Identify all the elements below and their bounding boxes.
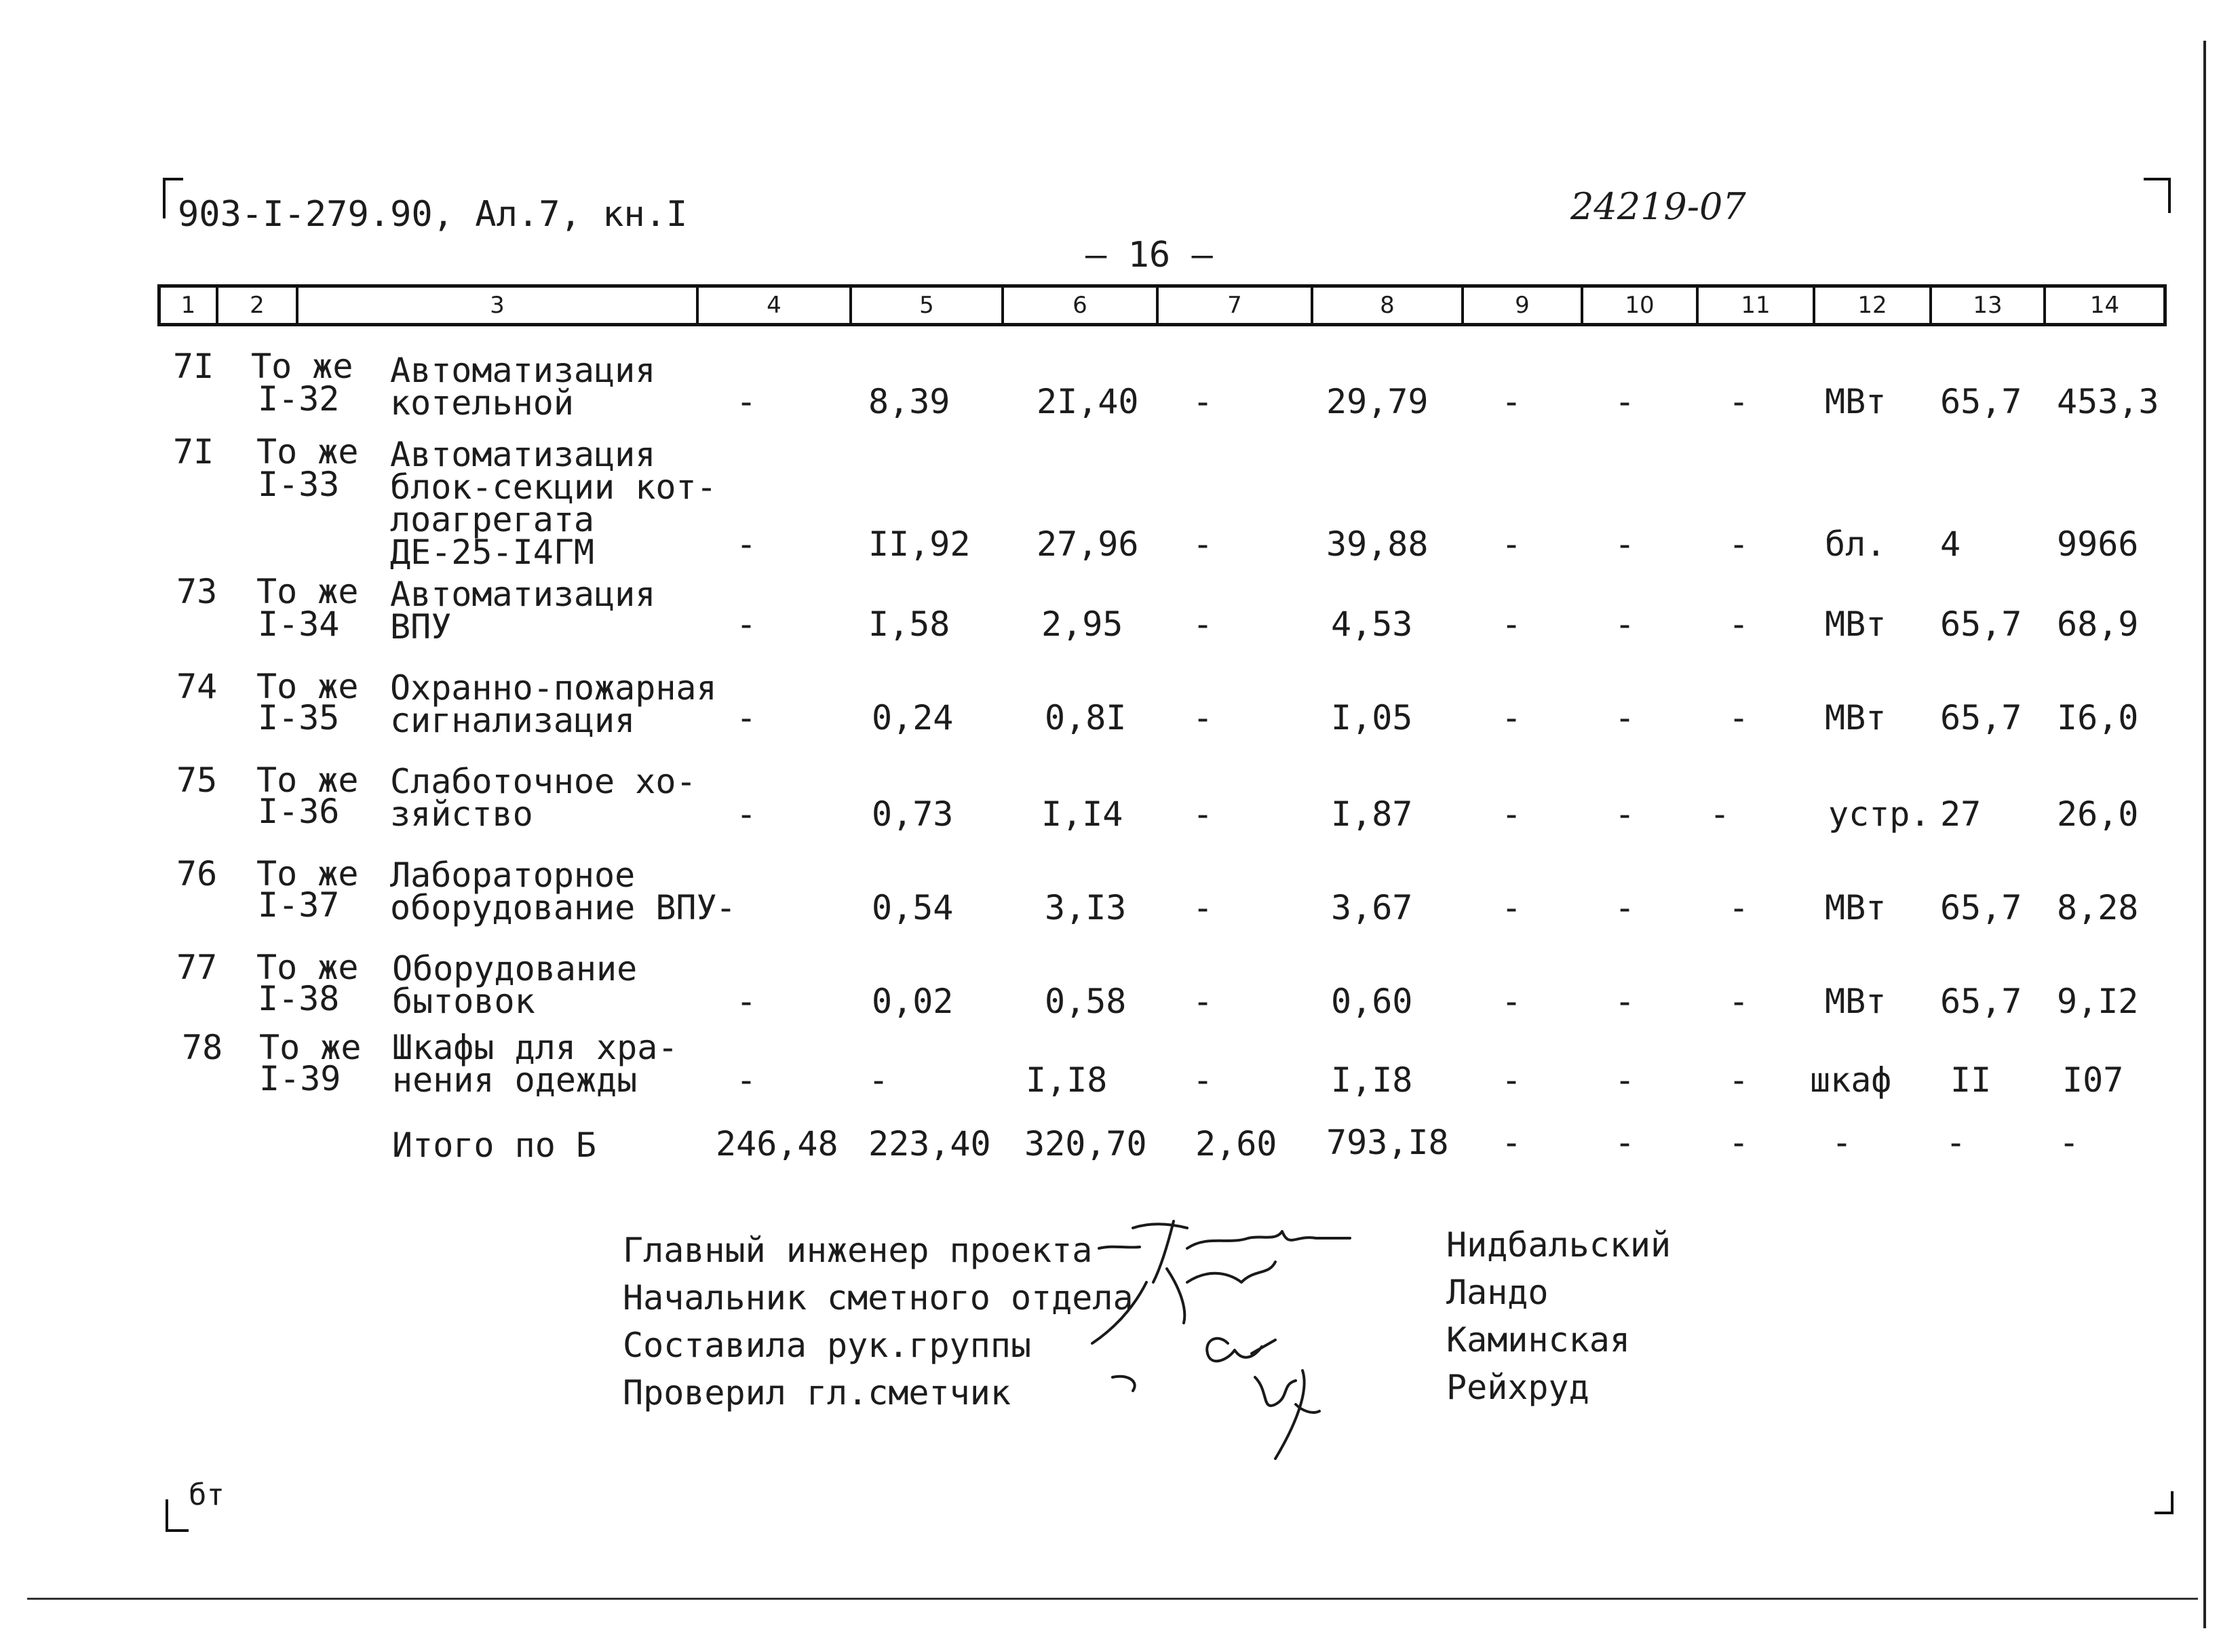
row-reference-code: I-35: [258, 698, 340, 737]
cell-col8: 29,79: [1326, 382, 1429, 421]
total-col9: -: [1501, 1123, 1522, 1162]
cell-col7: -: [1193, 524, 1214, 564]
cell-col8: 0,60: [1331, 982, 1413, 1021]
row-description: Автоматизация котельной: [390, 351, 656, 423]
row-reference-label: То же: [256, 432, 359, 472]
corner-mark-bottom-left: [166, 1499, 189, 1532]
cell-col10: -: [1615, 524, 1636, 564]
page-number: — 16 —: [1085, 235, 1213, 275]
document-code: 903-I-279.90, Ал.7, кн.I: [178, 194, 688, 235]
cell-quantity: 27: [1940, 794, 1982, 834]
cell-col11: -: [1729, 1060, 1750, 1100]
handwritten-signatures: [1072, 1208, 1438, 1465]
cell-col6: 2,95: [1041, 604, 1123, 644]
column-header: 1: [161, 288, 218, 323]
row-reference-code: I-38: [258, 979, 340, 1018]
cell-quantity: 65,7: [1940, 604, 2022, 644]
cell-col10: -: [1615, 888, 1636, 927]
cell-total: 8,28: [2057, 888, 2139, 927]
row-description: Охранно-пожарная сигнализация: [390, 668, 717, 740]
cell-col11: -: [1729, 524, 1750, 564]
row-reference-label: То же: [256, 667, 359, 706]
cell-col7: -: [1193, 982, 1214, 1021]
cell-col5: 8,39: [868, 382, 950, 421]
cell-col6: 2I,40: [1037, 382, 1139, 421]
cell-quantity: 65,7: [1940, 888, 2022, 927]
row-number: 76: [176, 854, 218, 894]
column-header: 6: [1004, 288, 1159, 323]
cell-col7: -: [1193, 888, 1214, 927]
row-reference-label: То же: [251, 347, 353, 386]
row-description: Автоматизация блок-секции кот- лоагрегата ДЕ-25-I4ГМ: [390, 435, 717, 572]
cell-col8: 4,53: [1331, 604, 1413, 644]
row-number: 75: [176, 761, 218, 800]
cell-quantity: 65,7: [1940, 698, 2022, 737]
row-reference-code: I-37: [258, 885, 340, 925]
row-number: 78: [182, 1028, 223, 1067]
cell-total: I07: [2062, 1060, 2124, 1100]
cell-col11: -: [1729, 698, 1750, 737]
total-col5: 223,40: [868, 1124, 991, 1164]
cell-col6: 0,8I: [1045, 698, 1127, 737]
cell-col4: -: [736, 698, 757, 737]
row-number: 73: [176, 572, 218, 611]
row-reference-label: То же: [256, 948, 359, 987]
cell-col11: -: [1729, 982, 1750, 1021]
row-reference-label: То же: [256, 572, 359, 611]
cell-total: 453,3: [2057, 382, 2159, 421]
cell-col9: -: [1501, 888, 1522, 927]
cell-col4: -: [736, 982, 757, 1021]
row-reference-label: То же: [256, 761, 359, 800]
corner-mark-top-right: [2144, 178, 2171, 213]
signature-role: Начальник сметного отдела: [623, 1278, 1134, 1318]
row-description: Оборудование бытовок: [392, 949, 638, 1021]
row-reference-label: То же: [259, 1028, 362, 1067]
cell-col7: -: [1193, 1060, 1214, 1100]
cell-col4: -: [736, 1060, 757, 1100]
cell-total: I6,0: [2057, 698, 2139, 737]
column-header: 12: [1815, 288, 1932, 323]
cell-quantity: II: [1950, 1060, 1992, 1100]
cell-unit: МВт: [1825, 382, 1887, 421]
row-description: Автоматизация ВПУ: [390, 575, 656, 647]
total-col11: -: [1729, 1123, 1750, 1162]
cell-col8: 39,88: [1326, 524, 1429, 564]
row-number: 7I: [173, 432, 214, 472]
cell-col4: -: [736, 382, 757, 421]
cell-col11: -: [1729, 604, 1750, 644]
row-reference-code: I-32: [258, 379, 340, 419]
cell-unit: МВт: [1825, 698, 1887, 737]
cell-col5: II,92: [868, 524, 971, 564]
cell-total: 9966: [2057, 524, 2139, 564]
total-col14: -: [2059, 1123, 2080, 1162]
row-reference-code: I-39: [259, 1059, 341, 1098]
row-description: Шкафы для хра- нения одежды: [392, 1028, 678, 1100]
row-reference-label: То же: [256, 854, 359, 894]
row-number: 77: [176, 948, 218, 987]
total-col12: -: [1832, 1123, 1853, 1162]
cell-col5: -: [868, 1060, 889, 1100]
cell-unit: МВт: [1825, 982, 1887, 1021]
cell-col9: -: [1501, 698, 1522, 737]
cell-col5: 0,24: [872, 698, 954, 737]
cell-col5: 0,02: [872, 982, 954, 1021]
row-number: 74: [176, 667, 218, 706]
cell-col8: I,I8: [1331, 1060, 1413, 1100]
signature-role: Проверил гл.сметчик: [623, 1373, 1011, 1413]
cell-col7: -: [1193, 794, 1214, 834]
signature-role: Главный инженер проекта: [623, 1231, 1093, 1270]
page-edge-bottom: [27, 1598, 2198, 1600]
cell-col8: I,87: [1331, 794, 1413, 834]
cell-col7: -: [1193, 382, 1214, 421]
cell-unit: МВт: [1825, 888, 1887, 927]
cell-unit: МВт: [1825, 604, 1887, 644]
total-col13: -: [1946, 1123, 1967, 1162]
total-col7: 2,60: [1195, 1124, 1277, 1164]
column-header: 3: [298, 288, 699, 323]
row-reference-code: I-34: [258, 604, 340, 644]
cell-col10: -: [1615, 1060, 1636, 1100]
cell-col9: -: [1501, 1060, 1522, 1100]
cell-col10: -: [1615, 982, 1636, 1021]
cell-quantity: 4: [1940, 524, 1961, 564]
cell-col6: I,I4: [1041, 794, 1123, 834]
cell-col4: -: [736, 524, 757, 564]
cell-col5: 0,54: [872, 888, 954, 927]
cell-col9: -: [1501, 382, 1522, 421]
row-number: 7I: [173, 347, 214, 386]
cell-total: 26,0: [2057, 794, 2139, 834]
cell-col11: -: [1729, 888, 1750, 927]
cell-col11: -: [1729, 382, 1750, 421]
document-number: 24219-07: [1570, 185, 1746, 228]
cell-col10: -: [1615, 604, 1636, 644]
cell-col7: -: [1193, 604, 1214, 644]
cell-col9: -: [1501, 524, 1522, 564]
cell-total: 68,9: [2057, 604, 2139, 644]
cell-unit: шкаф: [1810, 1060, 1892, 1100]
column-header: 2: [218, 288, 298, 323]
row-description: Слаботочное хо- зяйство: [390, 762, 697, 834]
page-edge-right: [2203, 41, 2206, 1628]
total-col10: -: [1615, 1123, 1636, 1162]
signature-name: Ландо: [1446, 1273, 1549, 1312]
cell-col4: -: [736, 604, 757, 644]
cell-col6: 27,96: [1037, 524, 1139, 564]
cell-col6: I,I8: [1026, 1060, 1108, 1100]
cell-unit: устр.: [1828, 794, 1931, 834]
cell-col8: 3,67: [1331, 888, 1413, 927]
column-header: 11: [1699, 288, 1815, 323]
cell-col4: -: [716, 888, 737, 927]
signature-name: Нидбальский: [1446, 1225, 1672, 1265]
row-reference-code: I-36: [258, 792, 340, 831]
total-col8: 793,I8: [1326, 1123, 1449, 1162]
cell-quantity: 65,7: [1940, 982, 2022, 1021]
cell-col5: 0,73: [872, 794, 954, 834]
cell-quantity: 65,7: [1940, 382, 2022, 421]
cell-col6: 3,I3: [1045, 888, 1127, 927]
column-header: 5: [852, 288, 1004, 323]
total-label: Итого по Б: [392, 1126, 597, 1165]
cell-col9: -: [1501, 794, 1522, 834]
row-reference-code: I-33: [258, 465, 340, 504]
cell-col11: -: [1710, 794, 1731, 834]
cell-col9: -: [1501, 604, 1522, 644]
cell-total: 9,I2: [2057, 982, 2139, 1021]
column-header: 7: [1159, 288, 1313, 323]
row-description: Лабораторное оборудование ВПУ: [390, 856, 717, 927]
cell-col9: -: [1501, 982, 1522, 1021]
cell-col10: -: [1615, 382, 1636, 421]
column-header: 10: [1583, 288, 1699, 323]
table-header: [157, 284, 2167, 326]
footer-mark: бт: [189, 1478, 225, 1512]
column-header: 9: [1464, 288, 1583, 323]
cell-col10: -: [1615, 698, 1636, 737]
cell-col5: I,58: [868, 604, 950, 644]
signature-name: Рейхруд: [1446, 1368, 1589, 1407]
cell-col6: 0,58: [1045, 982, 1127, 1021]
column-header: 13: [1932, 288, 2046, 323]
total-col4: 246,48: [716, 1124, 838, 1164]
cell-unit: бл.: [1825, 524, 1887, 564]
signature-name: Каминская: [1446, 1320, 1630, 1360]
total-col6: 320,70: [1024, 1124, 1147, 1164]
column-header: 4: [699, 288, 852, 323]
column-header: 14: [2089, 292, 2120, 319]
corner-mark-bottom-right: [2155, 1491, 2174, 1514]
cell-col10: -: [1615, 794, 1636, 834]
cell-col4: -: [736, 794, 757, 834]
cell-col8: I,05: [1331, 698, 1413, 737]
column-header: 8: [1313, 288, 1464, 323]
signature-role: Составила рук.группы: [623, 1326, 1032, 1365]
cell-col7: -: [1193, 698, 1214, 737]
